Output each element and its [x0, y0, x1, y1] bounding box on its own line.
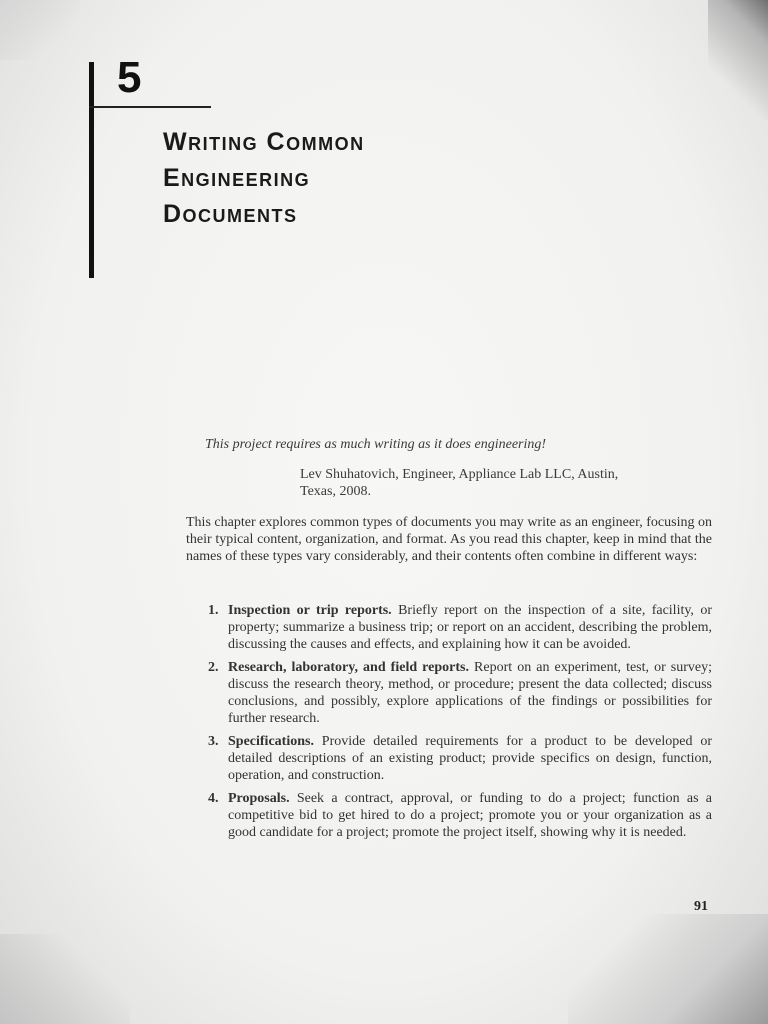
list-item-text: Briefly report on the inspection of a site, facility, or property; summarize a business trip; or report on an accident, describing the problem, discussing the causes and effects, and explaining how it can be avoided.	[228, 603, 712, 652]
chapter-title	[163, 124, 365, 232]
list-item-number: 4.	[208, 791, 219, 806]
epigraph-attribution	[300, 466, 680, 500]
list-item	[186, 659, 712, 727]
list-item-number: 2.	[208, 660, 219, 675]
list-item-number: 1.	[208, 603, 219, 618]
page-shadow-bottom-right	[568, 914, 768, 1024]
page-shadow-top-right	[708, 0, 768, 120]
list-item-term: Specifications.	[228, 734, 314, 749]
list-item-text: Provide detailed requirements for a product to be developed or detailed descriptions of an existing product; provide specifics on design, function, operation, and construction.	[228, 734, 712, 783]
list-item	[186, 790, 712, 841]
list-item	[186, 733, 712, 784]
chapter-title-line: Documents	[163, 200, 298, 228]
page-shadow-top-left	[0, 0, 80, 60]
list-item	[186, 602, 712, 653]
page-number: 91	[694, 899, 708, 914]
epigraph-quote: This project requires as much writing as it does engineering!	[205, 437, 547, 452]
list-item-text: Report on an experiment, test, or survey; discuss the research theory, method, or procedure; present the data collected; discuss conclusions, and possibly, explore applications of the findings or possibilities for further research.	[228, 660, 712, 726]
list-item-term: Research, laboratory, and field reports.	[228, 660, 469, 675]
intro-paragraph: This chapter explores common types of documents you may write as an engineer, focusing on their typical content, organization, and format. As you read this chapter, keep in mind that the names of these types vary considerably, and their contents often combine in different ways:	[186, 515, 712, 564]
chapter-number: 5	[117, 53, 142, 102]
document-types-list	[186, 602, 712, 847]
list-item-term: Proposals.	[228, 791, 290, 806]
attribution-line: Texas, 2008.	[300, 484, 371, 499]
chapter-title-line: Engineering	[163, 164, 311, 192]
attribution-line: Lev Shuhatovich, Engineer, Appliance Lab LLC, Austin,	[300, 467, 619, 482]
chapter-title-line: Writing Common	[163, 128, 365, 156]
list-item-number: 3.	[208, 734, 219, 749]
list-item-text: Seek a contract, approval, or funding to do a project; function as a competitive bid to get hired to do a project; promote you or your organization as a good candidate for a project; promote the project itself, showing why it is needed.	[228, 791, 712, 840]
chapter-horizontal-rule	[89, 106, 211, 108]
list-item-term: Inspection or trip reports.	[228, 603, 392, 618]
page-shadow-bottom-left	[0, 934, 130, 1024]
chapter-vertical-bar	[89, 62, 94, 278]
